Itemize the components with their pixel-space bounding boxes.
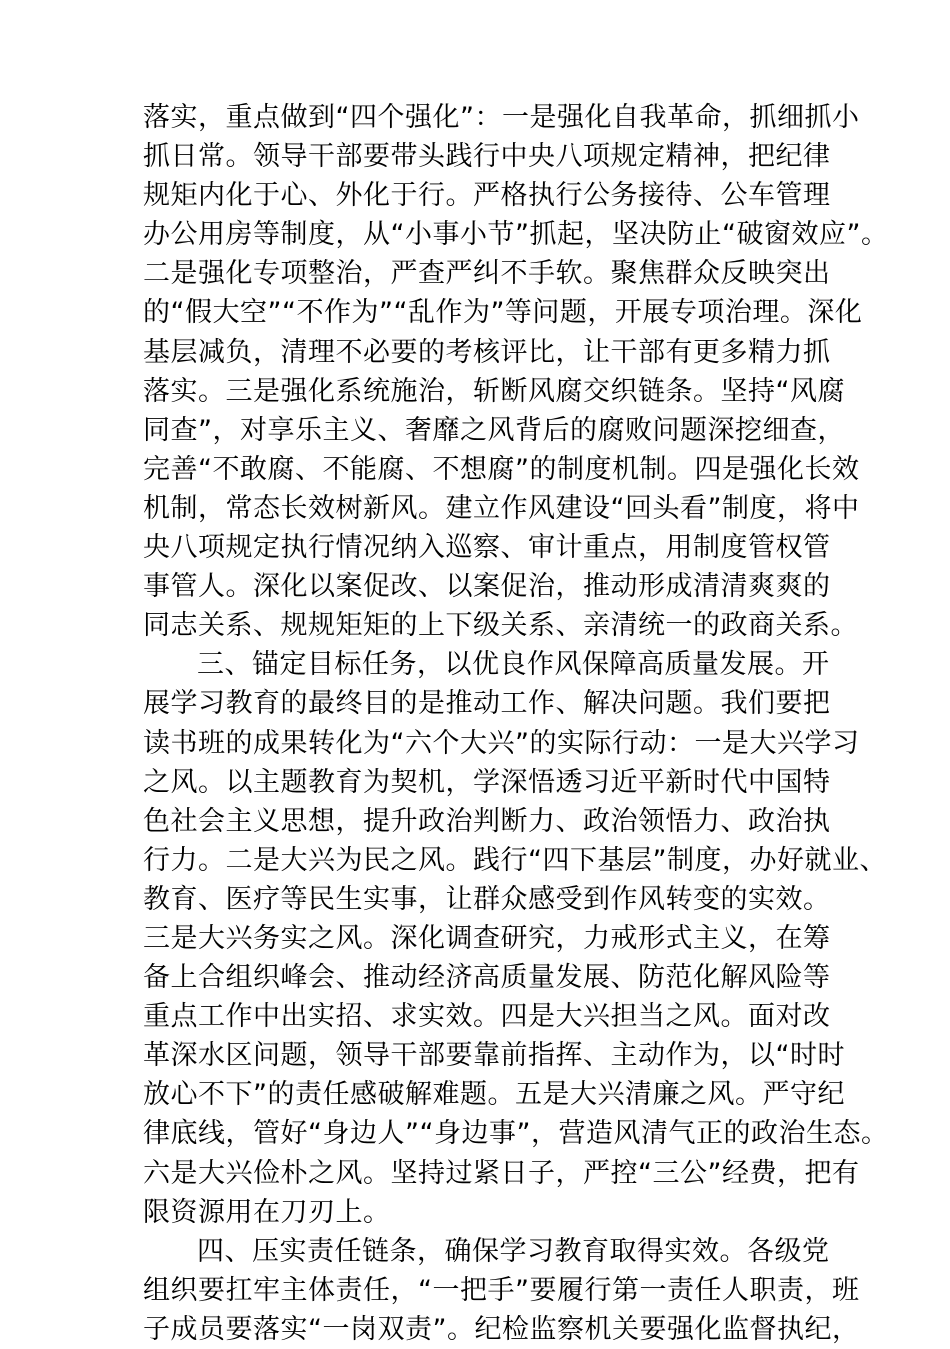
- text-line: 基层减负，清理不必要的考核评比，让干部有更多精力抓: [143, 336, 831, 368]
- text-line: 限资源用在刀刃上。: [143, 1196, 391, 1228]
- text-line: 读书班的成果转化为“六个大兴”的实际行动：一是大兴学习: [143, 727, 860, 759]
- text-line: 之风。以主题教育为契机，学深悟透习近平新时代中国特: [143, 766, 831, 798]
- section-heading-line: 四、压实责任链条，确保学习教育取得实效。各级党: [197, 1235, 830, 1267]
- text-line: 的“假大空”“不作为”“乱作为”等问题，开展专项治理。深化: [143, 297, 863, 329]
- text-line: 革深水区问题，领导干部要靠前指挥、主动作为，以“时时: [143, 1040, 845, 1072]
- text-line: 备上合组织峰会、推动经济高质量发展、防范化解风险等: [143, 962, 831, 994]
- text-line: 律底线，管好“身边人”“身边事”，营造风清气正的政治生态。: [143, 1118, 889, 1150]
- document-body: [143, 98, 889, 1349]
- text-line: 抓日常。领导干部要带头践行中央八项规定精神，把纪律: [143, 141, 831, 173]
- section-heading-line: 三、锚定目标任务，以优良作风保障高质量发展。开: [197, 649, 830, 681]
- text-line: 二是强化专项整治，严查严纠不手软。聚焦群众反映突出: [143, 258, 831, 290]
- text-line: 完善“不敢腐、不能腐、不想腐”的制度机制。四是强化长效: [143, 453, 860, 485]
- text-line: 事管人。深化以案促改、以案促治，推动形成清清爽爽的: [143, 571, 831, 603]
- text-line: 组织要扛牢主体责任，“一把手”要履行第一责任人职责，班: [143, 1274, 860, 1306]
- text-line: 同志关系、规规矩矩的上下级关系、亲清统一的政商关系。: [143, 610, 858, 642]
- text-line: 行力。二是大兴为民之风。践行“四下基层”制度，办好就业、: [143, 844, 887, 876]
- text-line: 同查”，对享乐主义、奢靡之风背后的腐败问题深挖细查，: [143, 414, 845, 446]
- text-line: 央八项规定执行情况纳入巡察、审计重点，用制度管权管: [143, 532, 831, 564]
- text-line: 展学习教育的最终目的是推动工作、解决问题。我们要把: [143, 688, 831, 720]
- text-line: 放心不下”的责任感破解难题。五是大兴清廉之风。严守纪: [143, 1079, 845, 1111]
- text-line: 办公用房等制度，从“小事小节”抓起，坚决防止“破窗效应”。: [143, 219, 889, 251]
- text-line: 色社会主义思想，提升政治判断力、政治领悟力、政治执: [143, 805, 831, 837]
- text-line: 三是大兴务实之风。深化调查研究，力戒形式主义，在筹: [143, 922, 831, 954]
- text-line: 机制，常态长效树新风。建立作风建设“回头看”制度，将中: [143, 492, 860, 524]
- text-line: 六是大兴俭朴之风。坚持过紧日子，严控“三公”经费，把有: [143, 1157, 860, 1189]
- text-line: 重点工作中出实招、求实效。四是大兴担当之风。面对改: [143, 1001, 831, 1033]
- text-line: 落实，重点做到“四个强化”：一是强化自我革命，抓细抓小: [143, 102, 860, 133]
- text-line: 规矩内化于心、外化于行。严格执行公务接待、公车管理: [143, 180, 831, 212]
- text-line: 落实。三是强化系统施治，斩断风腐交织链条。坚持“风腐: [143, 375, 845, 407]
- text-line: 教育、医疗等民生实事，让群众感受到作风转变的实效。: [143, 883, 831, 915]
- text-line: 子成员要落实“一岗双责”。纪检监察机关要强化监督执纪，: [143, 1313, 860, 1345]
